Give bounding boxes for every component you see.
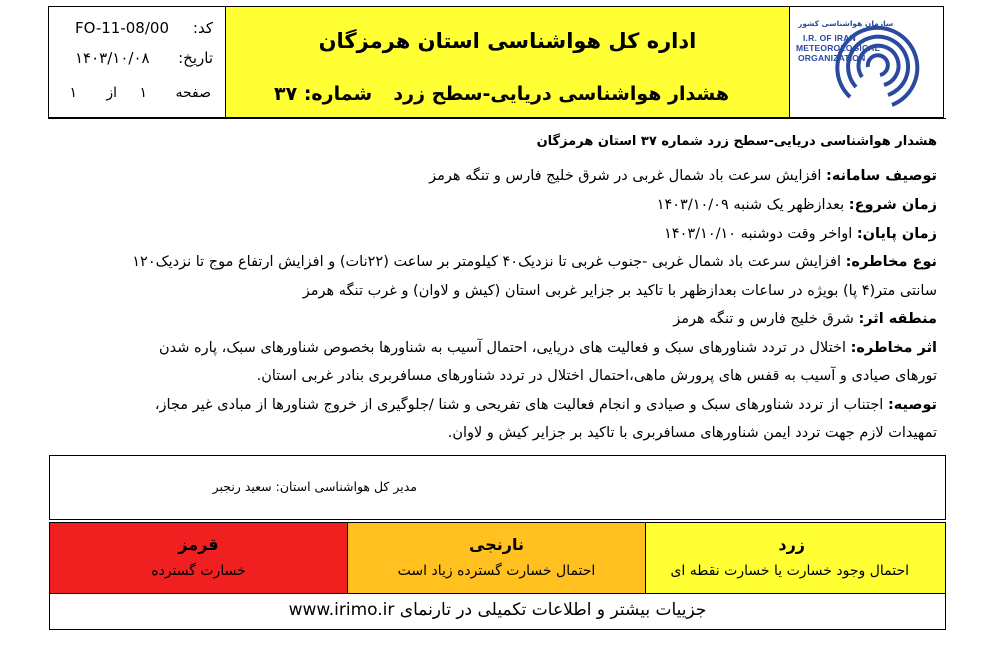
area-label: منطقه اثر:	[858, 311, 937, 327]
code-label: کد:	[192, 19, 213, 37]
date-label: تاریخ:	[178, 49, 213, 67]
meta-cell	[48, 6, 226, 118]
hazard-value-2: سانتی متر(۴ پا) بویژه در ساعات بعدازظهر با تاکید بر جزایر غربی استان (کیش و لاوان) و غرب تنگه هرمز	[302, 283, 937, 299]
logo-text-fa: سازمان هواشناسی کشور	[798, 19, 894, 28]
advice-value-2: تمهیدات لازم جهت تردد ایمن شناورهای مسافربری با تاکید بر جزایر کیش و لاوان.	[447, 425, 937, 441]
effect-value-1: اختلال در تردد شناورهای سبک و فعالیت های دریایی، احتمال آسیب به شناورها بخصوص شناورهای سبک، پاره شدن	[158, 340, 851, 356]
legend-orange	[347, 522, 646, 594]
area-value: شرق خلیج فارس و تنگه هرمز	[673, 311, 859, 327]
description-label: توصیف سامانه:	[826, 168, 937, 184]
end-label: زمان پایان:	[856, 226, 937, 242]
title-cell	[225, 6, 790, 118]
area-line	[673, 311, 937, 327]
end-line	[664, 226, 937, 242]
warning-number: شماره: ۳۷	[274, 83, 373, 105]
description-value: افزایش سرعت باد شمال غربی در شرق خلیج فارس و تنگه هرمز	[429, 168, 827, 184]
legend-yellow-title: زرد	[778, 535, 805, 554]
start-value: بعدازظهر یک شنبه ۱۴۰۳/۱۰/۰۹	[656, 197, 849, 213]
header-divider	[48, 118, 946, 119]
hazard-value-1: افزایش سرعت باد شمال غربی -جنوب غربی تا نزدیک۴۰ کیلومتر بر ساعت (۲۲نات) و افزایش ارتفاع موج تا نزدیک۱۲۰	[132, 254, 846, 270]
code-value: FO-11-08/00	[75, 19, 169, 37]
hazard-label: نوع مخاطره:	[845, 254, 937, 270]
start-line	[657, 197, 937, 213]
effect-line-2	[257, 368, 937, 384]
page-label: صفحه	[175, 85, 211, 101]
effect-label: اثر مخاطره:	[850, 340, 937, 356]
advice-line-1	[155, 397, 937, 413]
hazard-line-2	[303, 283, 937, 299]
legend-yellow	[645, 522, 946, 594]
advice-line-2	[448, 425, 937, 441]
page-of: از	[106, 85, 117, 101]
effect-value-2: تورهای صیادی و آسیب به قفس های پرورش ماهی،احتمال اختلال در تردد شناورهای مسافربری بنادر غربی استان.	[256, 368, 937, 384]
warning-subtitle: هشدار هواشناسی دریایی-سطح زرد	[393, 83, 729, 105]
end-value: اواخر وقت دوشنبه ۱۴۰۳/۱۰/۱۰	[664, 226, 857, 242]
advice-label: توصیه:	[887, 397, 937, 413]
legend-red-title: قرمز	[178, 535, 219, 554]
body-heading: هشدار هواشناسی دریایی-سطح زرد شماره ۳۷ استان هرمزگان	[536, 134, 937, 149]
signature-text: مدیر کل هواشناسی استان: سعید رنجبر	[212, 479, 417, 494]
footer-text: جزییات بیشتر و اطلاعات تکمیلی در تارنمای www.irimo.ir	[288, 600, 707, 620]
hazard-line-1	[132, 254, 937, 270]
legend-yellow-desc: احتمال وجود خسارت یا خسارت نقطه ای	[670, 563, 909, 579]
footer-row	[49, 593, 946, 630]
logo-text-line2: I.R. OF IRAN	[803, 33, 856, 43]
signature-box	[49, 455, 946, 520]
page-current: ۱	[139, 85, 147, 101]
legend-orange-title: نارنجی	[469, 535, 524, 554]
description-line	[429, 168, 937, 184]
logo-text-line4: ORGANIZATION	[798, 53, 866, 63]
legend-red-desc: خسارت گسترده	[151, 563, 246, 579]
advice-value-1: اجتناب از تردد شناورهای سبک و صیادی و انجام فعالیت های تفریحی و شنا /جلوگیری از خروج شناورها از مبادی غیر مجاز،	[154, 397, 888, 413]
irimo-spiral-logo-icon	[830, 17, 920, 109]
page-total: ۱	[69, 85, 77, 101]
page-title: اداره کل هواشناسی استان هرمزگان	[318, 29, 697, 53]
legend-red	[49, 522, 348, 594]
start-label: زمان شروع:	[848, 197, 937, 213]
logo-cell	[789, 6, 944, 118]
effect-line-1	[159, 340, 937, 356]
logo-text-line3: METEOROLOGICAL	[796, 43, 881, 53]
date-value: ۱۴۰۳/۱۰/۰۸	[75, 49, 150, 67]
legend-orange-desc: احتمال خسارت گسترده زیاد است	[397, 563, 596, 579]
